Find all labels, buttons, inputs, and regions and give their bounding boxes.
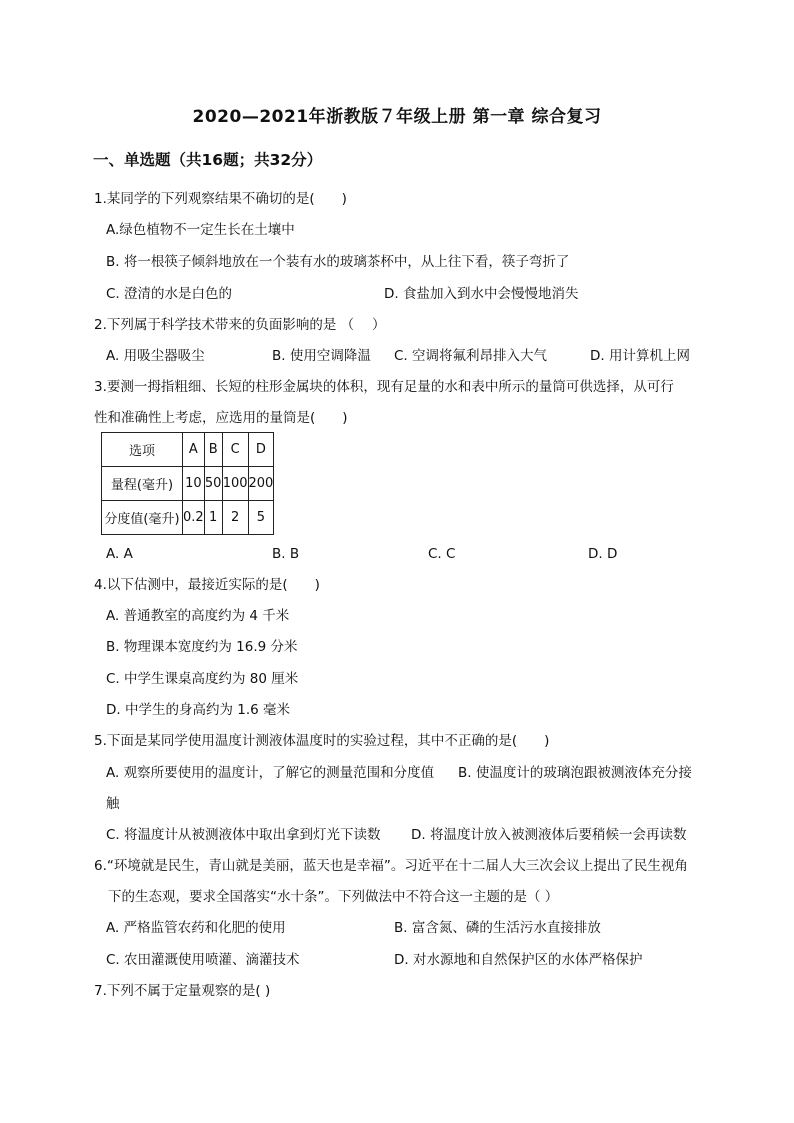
- question-5-option-d: D. 将温度计放入被测液体后要稍候一会再读数: [411, 827, 687, 843]
- question-1-option-a: A.绿色植物不一定生长在土壤中: [106, 222, 295, 238]
- question-5-option-b: B. 使温度计的玻璃泡跟被测液体充分接: [458, 765, 692, 781]
- table-cell: 1: [204, 501, 222, 535]
- question-6-stem-line-1: 6.“环境就是民生，青山就是美丽，蓝天也是幸福”。习近平在十二届人大三次会议上提出了民生视角: [94, 858, 688, 874]
- table-cell: 10: [183, 467, 205, 501]
- table-header-cell: C: [222, 433, 248, 467]
- table-cell: 2: [222, 501, 248, 535]
- question-2-option-b: B. 使用空调降温: [272, 348, 371, 364]
- question-2-option-d: D. 用计算机上网: [590, 348, 690, 364]
- question-5-option-b-continuation: 触: [106, 796, 120, 812]
- table-cell: 分度值(毫升): [102, 501, 183, 535]
- table-header-row: [102, 433, 274, 467]
- question-3-option-d: D. D: [588, 546, 618, 562]
- question-4-option-b: B. 物理课本宽度约为 16.9 分米: [106, 639, 298, 655]
- question-5-option-c: C. 将温度计从被测液体中取出拿到灯光下读数: [106, 827, 381, 843]
- table-cell: 200: [248, 467, 274, 501]
- question-4-option-a: A. 普通教室的高度约为 4 千米: [106, 608, 290, 624]
- question-4-option-c: C. 中学生课桌高度约为 80 厘米: [106, 671, 299, 687]
- question-3-option-b: B. B: [272, 546, 300, 562]
- table-cell: 0.2: [183, 501, 205, 535]
- table-row: [102, 467, 274, 501]
- measuring-cylinder-table: [101, 432, 274, 535]
- table-cell: 5: [248, 501, 274, 535]
- question-5-option-a: A. 观察所要使用的温度计，了解它的测量范围和分度值: [106, 765, 435, 781]
- table-cell: 50: [204, 467, 222, 501]
- question-4-option-d: D. 中学生的身高约为 1.6 毫米: [106, 702, 291, 718]
- question-4-stem: 4.以下估测中，最接近实际的是( ): [94, 577, 320, 593]
- question-1-option-c: C. 澄清的水是白色的: [106, 286, 233, 302]
- question-2-option-a: A. 用吸尘器吸尘: [106, 348, 205, 364]
- question-3-option-a: A. A: [106, 546, 133, 562]
- question-3-stem-line-1: 3.要测一拇指粗细、长短的柱形金属块的体积，现有足量的水和表中所示的量筒可供选择，从可行: [94, 379, 674, 395]
- question-3-stem-line-2: 性和准确性上考虑，应选用的量筒是( ): [94, 410, 348, 426]
- table-header-cell: B: [204, 433, 222, 467]
- question-5-stem: 5.下面是某同学使用温度计测液体温度时的实验过程，其中不正确的是( ): [94, 733, 550, 749]
- section-heading: 一、单选题（共16题；共32分）: [93, 151, 323, 169]
- question-6-option-b: B. 富含氮、磷的生活污水直接排放: [394, 920, 601, 936]
- question-6-option-c: C. 农田灌溉使用喷灌、滴灌技术: [106, 952, 300, 968]
- question-1-option-d: D. 食盐加入到水中会慢慢地消失: [384, 286, 579, 302]
- question-2-option-c: C. 空调将氟利昂排入大气: [394, 348, 548, 364]
- question-6-option-d: D. 对水源地和自然保护区的水体严格保护: [394, 952, 643, 968]
- table-header-cell: A: [183, 433, 205, 467]
- question-3-option-c: C. C: [428, 546, 456, 562]
- question-1-option-b: B. 将一根筷子倾斜地放在一个装有水的玻璃茶杯中，从上往下看，筷子弯折了: [106, 254, 570, 270]
- table-cell: 量程(毫升): [102, 467, 183, 501]
- table-header-cell: 选项: [102, 433, 183, 467]
- question-1-stem: 1.某同学的下列观察结果不确切的是( ): [94, 191, 347, 207]
- question-2-stem: 2.下列属于科学技术带来的负面影响的是 （ ）: [94, 317, 386, 333]
- question-6-option-a: A. 严格监管农药和化肥的使用: [106, 920, 286, 936]
- table-header-cell: D: [248, 433, 274, 467]
- page-title: 2020—2021年浙教版７年级上册 第一章 综合复习: [192, 107, 602, 127]
- table-row: [102, 501, 274, 535]
- question-7-stem: 7.下列不属于定量观察的是( ): [94, 983, 271, 999]
- table-cell: 100: [222, 467, 248, 501]
- question-6-stem-line-2: 下的生态观，要求全国落实“水十条”。下列做法中不符合这一主题的是（ ）: [108, 889, 559, 905]
